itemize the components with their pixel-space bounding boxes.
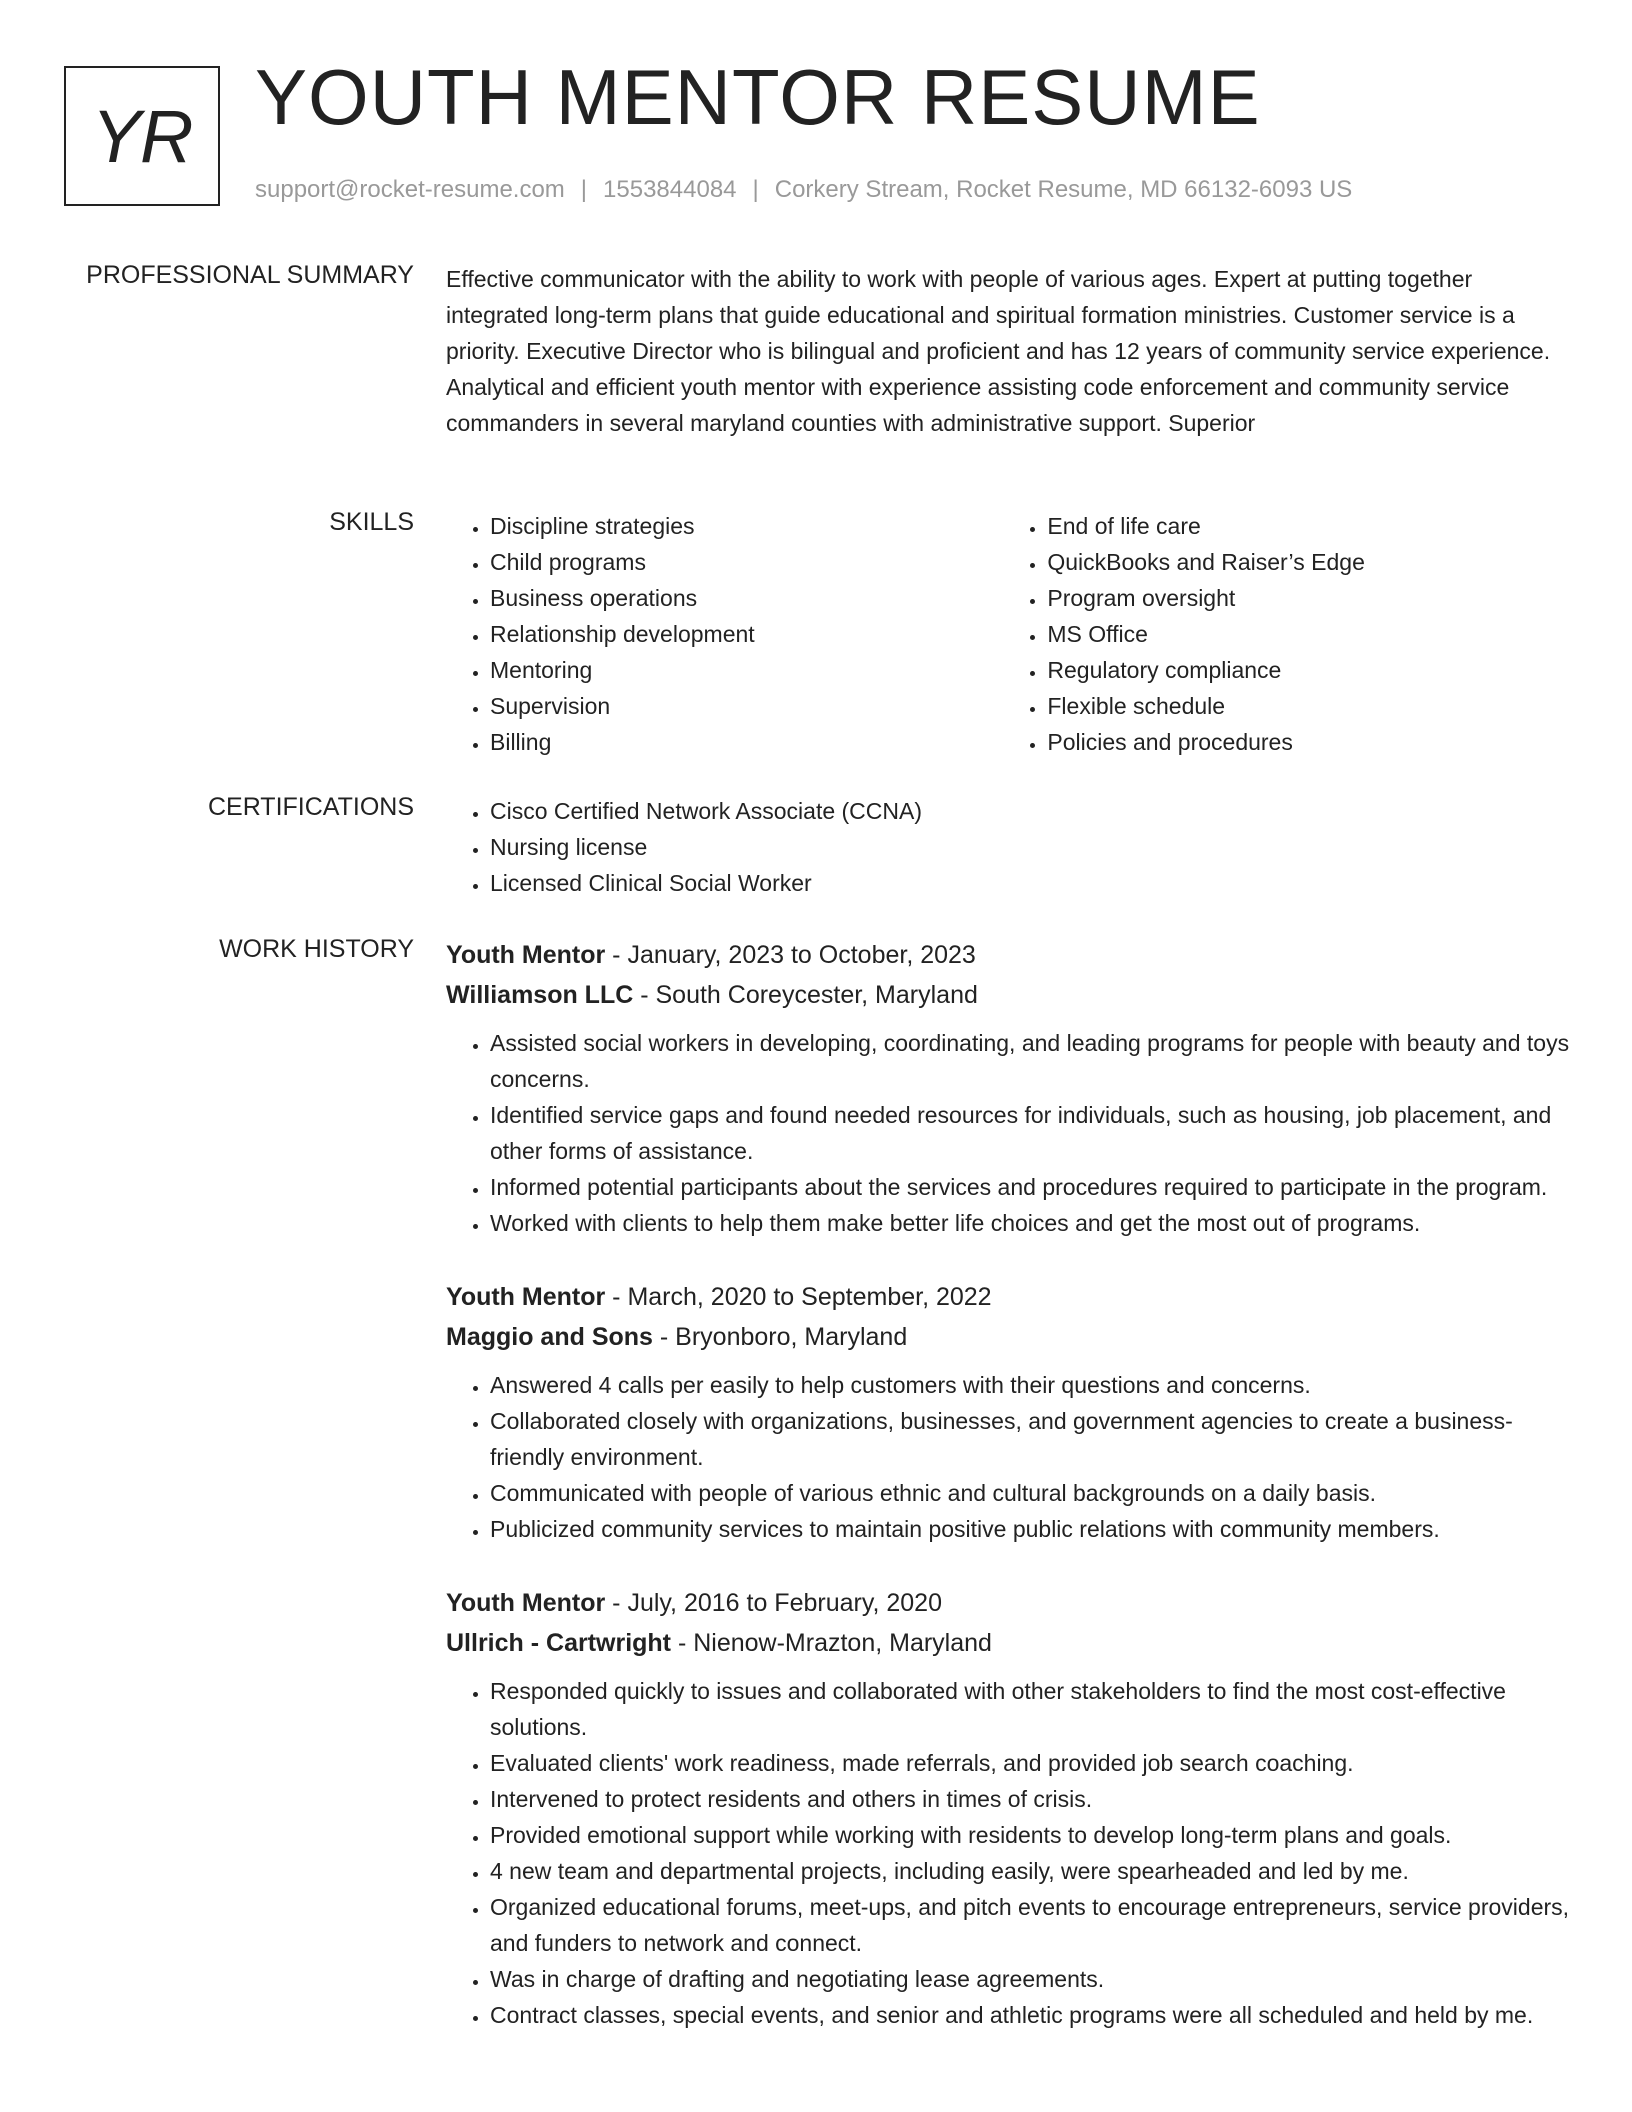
skill-item: • Business operations xyxy=(490,580,1003,616)
work-history-body xyxy=(446,935,1572,2033)
contact-address: Corkery Stream, Rocket Resume, MD 66132-6093 US xyxy=(774,176,1353,203)
job-bullet: • Responded quickly to issues and collaborated with other stakeholders to find the most cost-effective solutions. xyxy=(490,1673,1572,1745)
skill-item: • End of life care xyxy=(1047,508,1572,544)
job-bullet: • Collaborated closely with organizations, businesses, and government agencies to create a business-friendly environment. xyxy=(490,1403,1572,1475)
job-bullets xyxy=(446,1367,1572,1547)
skill-item: • MS Office xyxy=(1047,616,1572,652)
certifications-list xyxy=(446,793,1572,901)
contact-phone[interactable]: 1553844084 xyxy=(603,176,737,203)
skills-list-left xyxy=(446,508,1003,760)
skill-item: • Policies and procedures xyxy=(1047,724,1572,760)
job-entry xyxy=(446,1583,1572,2033)
job-bullets xyxy=(446,1673,1572,2033)
job-dates: - January, 2023 to October, 2023 xyxy=(605,941,976,969)
job-dates: - July, 2016 to February, 2020 xyxy=(605,1589,942,1617)
job-bullet: • Intervened to protect residents and others in times of crisis. xyxy=(490,1781,1572,1817)
job-company-line xyxy=(446,1317,1572,1357)
job-bullet: • Communicated with people of various ethnic and cultural backgrounds on a daily basis. xyxy=(490,1475,1572,1511)
certification-item: • Nursing license xyxy=(490,829,1572,865)
summary-text: Effective communicator with the ability to work with people of various ages. Expert at putting together integrated long-term plans that guide educational and spiritual formation ministries. Customer service is a priority. Executive Director who is bilingual and proficient and has 12 years of community service experience. Analytical and efficient youth mentor with experience assisting code enforcement and community service commanders in several maryland counties with administrative support. Superior xyxy=(446,266,1551,436)
job-company-line xyxy=(446,1623,1572,1663)
certification-item: • Licensed Clinical Social Worker xyxy=(490,865,1572,901)
skills-list-right xyxy=(1003,508,1572,760)
job-company: Williamson LLC xyxy=(446,981,634,1009)
skill-item: • Flexible schedule xyxy=(1047,688,1572,724)
job-bullet: • Assisted social workers in developing, coordinating, and leading programs for people with beauty and toys concerns. xyxy=(490,1025,1572,1097)
skill-item: • Child programs xyxy=(490,544,1003,580)
job-company: Ullrich - Cartwright xyxy=(446,1629,672,1657)
job-location: - South Coreycester, Maryland xyxy=(633,981,978,1009)
job-bullet: • Identified service gaps and found needed resources for individuals, such as housing, job placement, and other forms of assistance. xyxy=(490,1097,1572,1169)
skill-item: • QuickBooks and Raiser’s Edge xyxy=(1047,544,1572,580)
job-dates: - March, 2020 to September, 2022 xyxy=(605,1283,992,1311)
skill-item: • Discipline strategies xyxy=(490,508,1003,544)
job-location: - Bryonboro, Maryland xyxy=(652,1323,908,1351)
job-bullets xyxy=(446,1025,1572,1241)
monogram-logo: YR xyxy=(64,66,220,206)
job-entry xyxy=(446,935,1572,1241)
skill-item: • Mentoring xyxy=(490,652,1003,688)
job-title-line xyxy=(446,1277,1572,1317)
skills-columns xyxy=(446,508,1572,760)
job-location: - Nienow-Mrazton, Maryland xyxy=(671,1629,992,1657)
section-heading: WORK HISTORY xyxy=(219,935,414,963)
contact-separator: | xyxy=(580,176,588,203)
job-bullet: • Evaluated clients' work readiness, made referrals, and provided job search coaching. xyxy=(490,1745,1572,1781)
job-bullet: • Publicized community services to maintain positive public relations with community members. xyxy=(490,1511,1572,1547)
contact-separator: | xyxy=(752,176,759,203)
job-bullet: • Provided emotional support while working with residents to develop long-term plans and goals. xyxy=(490,1817,1572,1853)
job-title-line xyxy=(446,1583,1572,1623)
job-bullet: • 4 new team and departmental projects, including easily, were spearheaded and led by me. xyxy=(490,1853,1572,1889)
skill-item: • Supervision xyxy=(490,688,1003,724)
certifications-body xyxy=(446,793,1572,901)
job-bullet: • Organized educational forums, meet-ups, and pitch events to encourage entrepreneurs, service providers, and funders to network and connect. xyxy=(490,1889,1572,1961)
contact-line xyxy=(255,176,1352,204)
job-bullet: • Informed potential participants about the services and procedures required to participate in the program. xyxy=(490,1169,1572,1205)
job-title: Youth Mentor xyxy=(446,941,606,969)
skill-item: • Regulatory compliance xyxy=(1047,652,1572,688)
job-title: Youth Mentor xyxy=(446,1283,606,1311)
resume-title: YOUTH MENTOR RESUME xyxy=(255,53,1261,141)
job-bullet: • Was in charge of drafting and negotiating lease agreements. xyxy=(490,1961,1572,1997)
job-bullet: • Worked with clients to help them make better life choices and get the most out of programs. xyxy=(490,1205,1572,1241)
contact-email[interactable]: support@rocket-resume.com xyxy=(255,176,565,203)
job-title-line xyxy=(446,935,1572,975)
job-bullet: • Answered 4 calls per easily to help customers with their questions and concerns. xyxy=(490,1367,1572,1403)
job-company: Maggio and Sons xyxy=(446,1323,653,1351)
certification-item: • Cisco Certified Network Associate (CCNA) xyxy=(490,793,1572,829)
job-bullet: • Contract classes, special events, and senior and athletic programs were all scheduled and held by me. xyxy=(490,1997,1572,2033)
job-entry xyxy=(446,1277,1572,1547)
job-title: Youth Mentor xyxy=(446,1589,606,1617)
section-heading: CERTIFICATIONS xyxy=(207,793,414,821)
job-company-line xyxy=(446,975,1572,1015)
skill-item: • Program oversight xyxy=(1047,580,1572,616)
skill-item: • Billing xyxy=(490,724,1003,760)
section-heading: SKILLS xyxy=(329,508,414,536)
section-heading: PROFESSIONAL SUMMARY xyxy=(86,261,414,289)
skill-item: • Relationship development xyxy=(490,616,1003,652)
